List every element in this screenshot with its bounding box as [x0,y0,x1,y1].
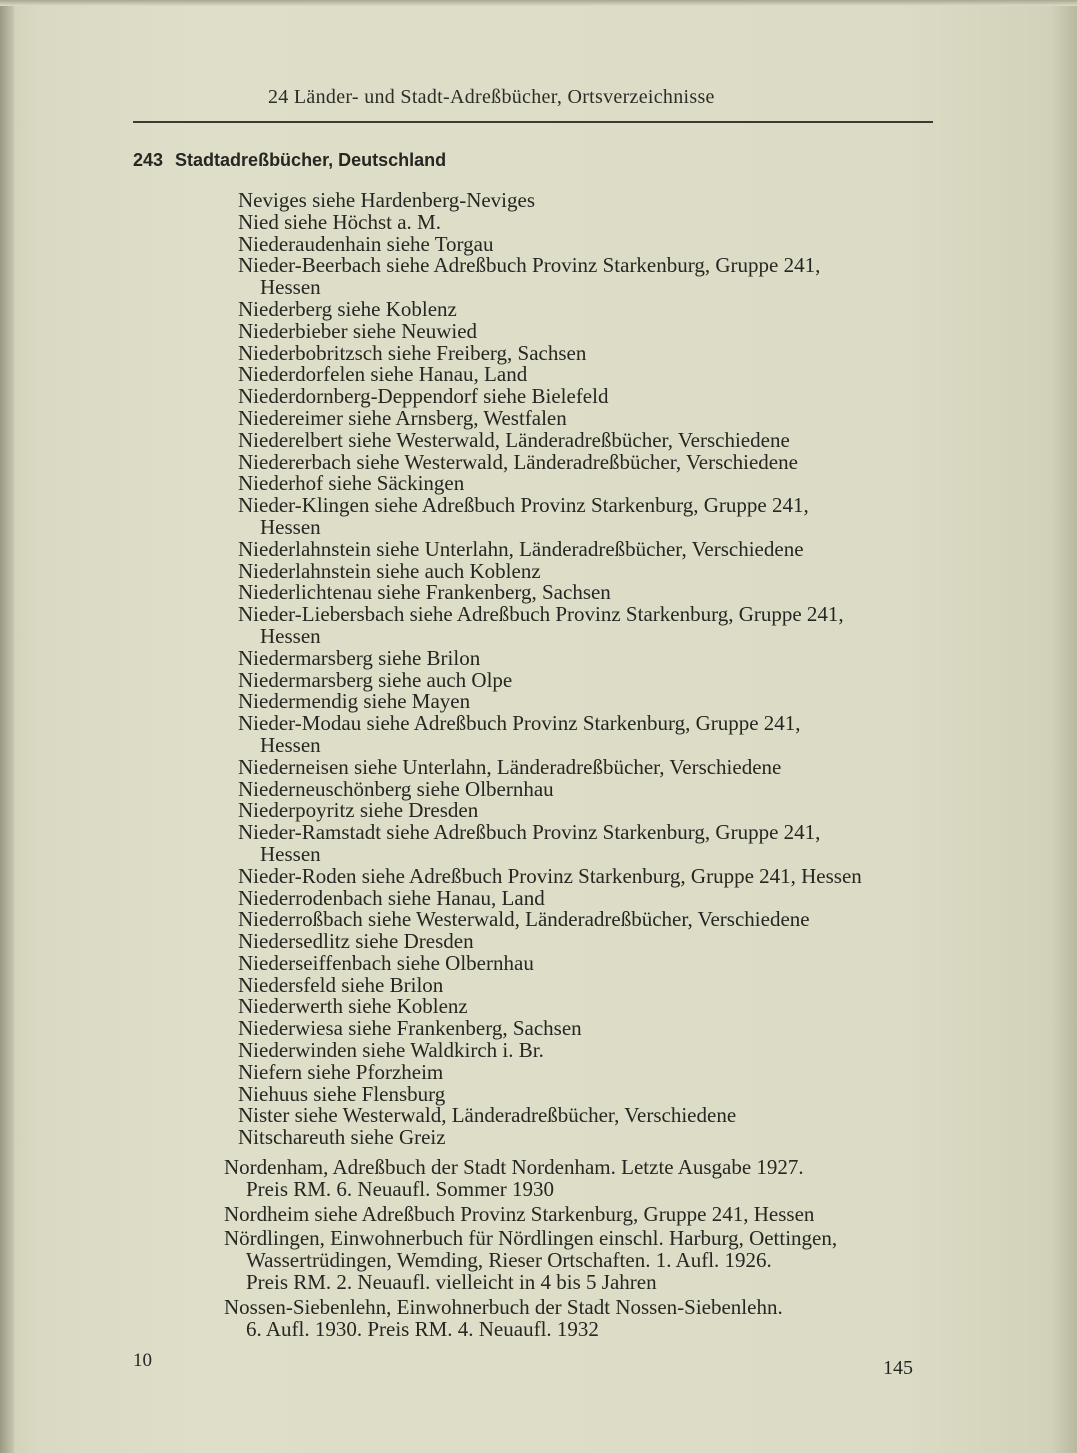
index-entry [238,754,938,779]
entry-text: Niederlichtenau siehe Frankenberg, Sachsen [238,580,611,605]
book-spine-shadow [0,0,14,1453]
entry-text: Niederwiesa siehe Frankenberg, Sachsen [238,1016,582,1041]
entry-text: Nieder-Ramstadt siehe Adreßbuch Provinz Starkenburg, Gruppe 241, [238,820,821,845]
directory-entry [224,1201,934,1226]
index-entry [238,449,938,474]
index-entry [238,255,938,299]
signature-mark: 10 [133,1350,152,1371]
entry-text: Nieder-Beerbach siehe Adreßbuch Provinz Starkenburg, Gruppe 241, [238,253,821,278]
entry-text: Niederdornberg-Deppendorf siehe Bielefeld [238,384,609,409]
entry-text: Niederbieber siehe Neuwied [238,318,478,343]
index-entry [238,931,938,953]
entry-text: Niederroßbach siehe Westerwald, Länderadreßbücher, Verschiedene [238,907,810,932]
entry-text: Niedermendig siehe Mayen [238,689,471,714]
entry-text: Nördlingen, Einwohnerbuch für Nördlingen einschl. Harburg, Oettingen, [224,1226,838,1251]
entry-text: Niederneisen siehe Unterlahn, Länderadreßbücher, Verschiedene [238,754,782,779]
header-rule [133,121,933,123]
entry-text: Niederlahnstein siehe auch Koblenz [238,558,541,583]
index-entry [238,1105,938,1127]
index-entry [238,822,938,866]
entry-text: Niefern siehe Pforzheim [238,1059,444,1084]
index-entry [238,558,938,583]
entry-text: Niedererbach siehe Westerwald, Länderadreßbücher, Verschiedene [238,449,798,474]
index-entry [238,909,938,931]
index-entry [238,190,938,212]
entry-continuation: Preis RM. 2. Neuaufl. vielleicht in 4 bis 5 Jahren [246,1269,657,1294]
entry-continuation: Preis RM. 6. Neuaufl. Sommer 1930 [246,1176,554,1201]
entry-continuation: Hessen [260,732,321,757]
entry-text: Nister siehe Westerwald, Länderadreßbücher, Verschiedene [238,1103,737,1128]
index-entry [238,604,938,648]
section-title: Stadtadreßbücher, Deutschland [175,150,447,170]
index-entry [238,1059,938,1084]
entry-continuation: Hessen [260,275,321,300]
entry-text: Niederberg siehe Koblenz [238,296,457,321]
index-entry [238,996,938,1018]
detailed-entry-list [224,1157,934,1343]
section-heading [133,150,446,171]
index-entry [238,340,938,365]
entry-text: Niederaudenhain siehe Torgau [238,231,494,256]
entry-continuation: Wassertrüdingen, Wemding, Rieser Ortschaften. 1. Aufl. 1926. [246,1248,772,1273]
entry-text: Niedermarsberg siehe Brilon [238,645,481,670]
index-entry [238,800,938,822]
index-entry [238,582,938,604]
index-entry [238,776,938,801]
entry-text: Niederlahnstein siehe Unterlahn, Länderadreßbücher, Verschiedene [238,536,804,561]
entry-text: Nieder-Roden siehe Adreßbuch Provinz Starkenburg, Gruppe 241, Hessen [238,863,862,888]
entry-text: Nossen-Siebenlehn, Einwohnerbuch der Stadt Nossen-Siebenlehn. [224,1294,783,1319]
entry-text: Neviges siehe Hardenberg-Neviges [238,188,536,212]
entry-text: Niederwerth siehe Koblenz [238,994,468,1019]
index-entry [238,713,938,757]
index-entry [238,1081,938,1106]
index-entry [238,863,938,888]
directory-entry [224,1157,934,1201]
index-entry [238,950,938,975]
entry-text: Nitschareuth siehe Greiz [238,1125,446,1150]
entry-text: Niederelbert siehe Westerwald, Länderadreßbücher, Verschiedene [238,427,790,452]
index-entry [238,473,938,495]
index-entry [238,364,938,386]
entry-text: Niedereimer siehe Arnsberg, Westfalen [238,405,567,430]
index-entry [238,405,938,430]
entry-list [238,190,938,1149]
entry-text: Nieder-Liebersbach siehe Adreßbuch Provinz Starkenburg, Gruppe 241, [238,602,844,627]
index-entry [238,231,938,256]
entry-text: Niederpoyritz siehe Dresden [238,798,479,823]
entry-text: Niederbobritzsch siehe Freiberg, Sachsen [238,340,587,365]
entry-text: Niedersfeld siehe Brilon [238,972,444,997]
index-entry [238,972,938,997]
entry-text: Niederwinden siehe Waldkirch i. Br. [238,1038,544,1063]
entry-text: Nordenham, Adreßbuch der Stadt Nordenham. Letzte Ausgabe 1927. [224,1155,804,1179]
index-entry [238,885,938,910]
entry-text: Nieder-Klingen siehe Adreßbuch Provinz Starkenburg, Gruppe 241, [238,493,809,518]
section-number: 243 [133,150,164,170]
entry-continuation: 6. Aufl. 1930. Preis RM. 4. Neuaufl. 1932 [246,1316,599,1341]
index-entry [238,1040,938,1062]
entry-text: Niederdorfelen siehe Hanau, Land [238,362,528,387]
entry-text: Niehuus siehe Flensburg [238,1081,446,1106]
entry-continuation: Hessen [260,514,321,539]
page-top-edge [0,0,1077,6]
entry-text: Niederrodenbach siehe Hanau, Land [238,885,545,910]
index-entry [238,386,938,408]
index-entry [238,1018,938,1040]
entry-text: Nied siehe Höchst a. M. [238,209,441,234]
entry-text: Niedermarsberg siehe auch Olpe [238,667,513,692]
directory-entry [224,1228,934,1293]
entry-continuation: Hessen [260,623,321,648]
index-entry [238,495,938,539]
index-entry [238,296,938,321]
index-entry [238,1127,938,1149]
directory-entry [224,1294,934,1341]
entry-text: Nieder-Modau siehe Adreßbuch Provinz Starkenburg, Gruppe 241, [238,711,801,736]
index-entry [238,645,938,670]
entry-text: Niedersedlitz siehe Dresden [238,929,474,954]
index-entry [238,427,938,452]
running-head: 24 Länder- und Stadt-Adreßbücher, Ortsverzeichnisse [268,86,715,108]
index-entry [238,667,938,692]
index-entry [238,209,938,234]
page-number: 145 [883,1357,913,1379]
index-entry [238,536,938,561]
index-entry [238,691,938,713]
entry-text: Niederneuschönberg siehe Olbernhau [238,776,554,801]
entry-continuation: Hessen [260,841,321,866]
entry-text: Niederseiffenbach siehe Olbernhau [238,950,534,975]
index-entry [238,318,938,343]
entry-text: Niederhof siehe Säckingen [238,471,465,496]
entry-text: Nordheim siehe Adreßbuch Provinz Starkenburg, Gruppe 241, Hessen [224,1201,815,1226]
